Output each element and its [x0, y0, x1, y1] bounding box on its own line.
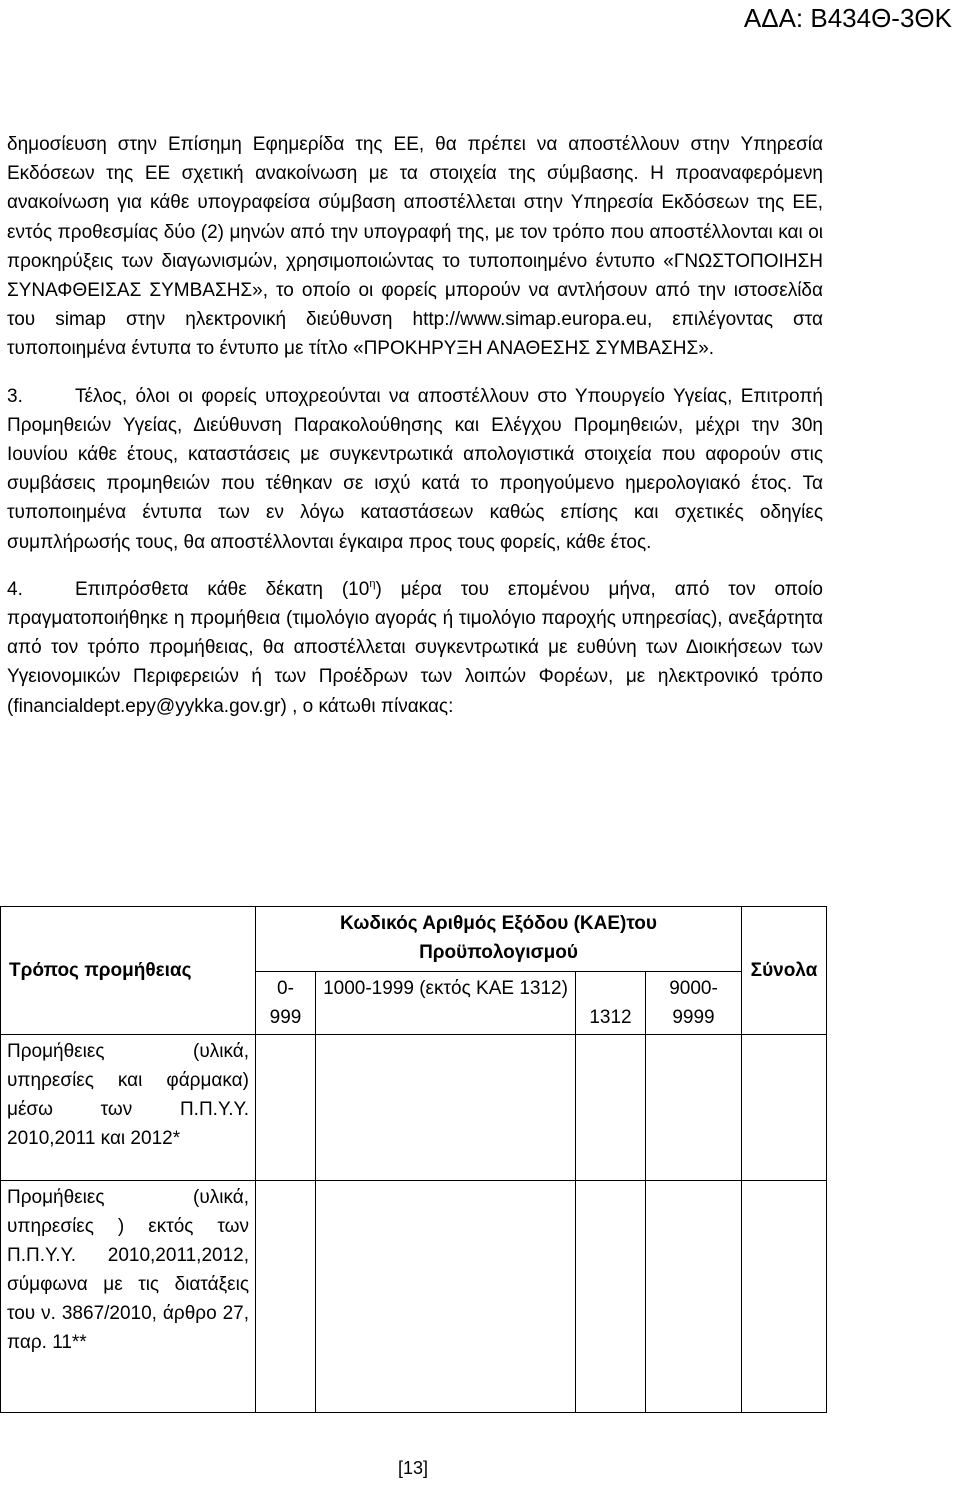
cell-empty[interactable]: [576, 1181, 646, 1413]
paragraph-4-number: 4.: [7, 578, 23, 600]
page-number: [13]: [397, 1458, 429, 1478]
header-total: Σύνολα: [742, 907, 827, 1035]
paragraph-4-text-a: Επιπρόσθετα κάθε δέκατη (10: [75, 578, 370, 600]
header-kae: Κωδικός Αριθμός Εξόδου (ΚΑΕ)του Προϋπολογισμού: [256, 907, 742, 972]
paragraph-4-sup: η: [369, 577, 376, 590]
cell-empty[interactable]: [316, 1035, 576, 1181]
cell-empty[interactable]: [316, 1181, 576, 1413]
table-row: [1, 1035, 827, 1181]
paragraph-3-text: Τέλος, όλοι οι φορείς υποχρεούνται να αποστέλλουν στο Υπουργείο Υγείας, Επιτροπή Προμηθειών Υγείας, Διεύθυνση Παρακολούθησης και Ελέγχου Προμηθειών, μέχρι την 30η Ιουνίου κάθε έτους, καταστάσεις με συγκεντρωτικά απολογιστικά στοιχεία που αφορούν στις συμβάσεις προμηθειών που τέθηκαν σε ισχύ κατά το προηγούμενο ημερολογιακό έτος. Τα τυποποιημένα έντυπα των εν λόγω καταστάσεων καθώς επίσης και σχετικές οδηγίες συμπλήρωσής τους, θα αποστέλλονται έγκαιρα προς τους φορείς, κάθε έτος.: [7, 385, 823, 553]
header-kae-0-999: 0-999: [256, 972, 316, 1035]
row-method-1: Προμήθειες (υλικά, υπηρεσίες και φάρμακα) μέσω των Π.Π.Υ.Υ. 2010,2011 και 2012*: [1, 1035, 256, 1181]
cell-empty[interactable]: [646, 1181, 742, 1413]
cell-empty[interactable]: [742, 1181, 827, 1413]
paragraph-4: [7, 575, 823, 721]
cell-empty[interactable]: [256, 1035, 316, 1181]
header-kae-9000-9999: 9000-9999: [646, 972, 742, 1035]
header-kae-1000-1999: 1000-1999 (εκτός ΚΑΕ 1312): [316, 972, 576, 1035]
paragraph-4-text-b: ) μέρα του επομένου μήνα, από τον οποίο πραγματοποιήθηκε η προμήθεια (τιμολόγιο αγοράς ή τιμολόγιο παροχής υπηρεσίας), ανεξάρτητα από τον τρόπο προμήθειας, θα αποστέλλεται συγκεντρωτικά με ευθύνη των Διοικήσεων των Υγειονομικών Περιφερειών ή των Προέδρων των λοιπών Φορέων, με ηλεκτρονικό τρόπο (financialdept.epy@yykka.gov.gr) , ο κάτωθι πίνακας:: [7, 578, 823, 717]
paragraph-continuation: δημοσίευση στην Επίσημη Εφημερίδα της ΕΕ, θα πρέπει να αποστέλλουν στην Υπηρεσία Εκδόσεων της ΕΕ σχετική ανακοίνωση με τα στοιχεία της σύμβασης. Η προαναφερόμενη ανακοίνωση για κάθε υπογραφείσα σύμβαση αποστέλλεται στην Υπηρεσία Εκδόσεων της ΕΕ, εντός προθεσμίας δύο (2) μηνών από την υπογραφή της, με τον τρόπο που αποστέλλονται και οι προκηρύξεις των διαγωνισμών, χρησιμοποιώντας το τυποποιημένο έντυπο «ΓΝΩΣΤΟΠΟΙΗΣΗ ΣΥΝΑΦΘΕΙΣΑΣ ΣΥΜΒΑΣΗΣ», το οποίο οι φορείς μπορούν να αντλήσουν από την ιστοσελίδα του simap στην ηλεκτρονική διεύθυνση http://www.simap.europa.eu, επιλέγοντας στα τυποποιημένα έντυπα το έντυπο με τίτλο «ΠΡΟΚΗΡΥΞΗ ΑΝΑΘΕΣΗΣ ΣΥΜΒΑΣΗΣ».: [7, 134, 823, 360]
ada-code: ΑΔΑ: Β434Θ-3ΘΚ: [743, 3, 952, 33]
document-body: [7, 130, 823, 721]
row-method-2: Προμήθειες (υλικά, υπηρεσίες ) εκτός των Π.Π.Υ.Υ. 2010,2011,2012, σύμφωνα με τις διατάξεις του ν. 3867/2010, άρθρο 27, παρ. 11**: [1, 1181, 256, 1413]
paragraph-3-number: 3.: [7, 385, 23, 407]
table-row: [1, 1181, 827, 1413]
financial-table: [0, 906, 827, 1413]
header-kae-1312: 1312: [576, 972, 646, 1035]
cell-empty[interactable]: [576, 1035, 646, 1181]
cell-empty[interactable]: [646, 1035, 742, 1181]
cell-empty[interactable]: [742, 1035, 827, 1181]
cell-empty[interactable]: [256, 1181, 316, 1413]
header-method: Τρόπος προμήθειας: [1, 907, 256, 1035]
paragraph-3: [7, 382, 823, 557]
